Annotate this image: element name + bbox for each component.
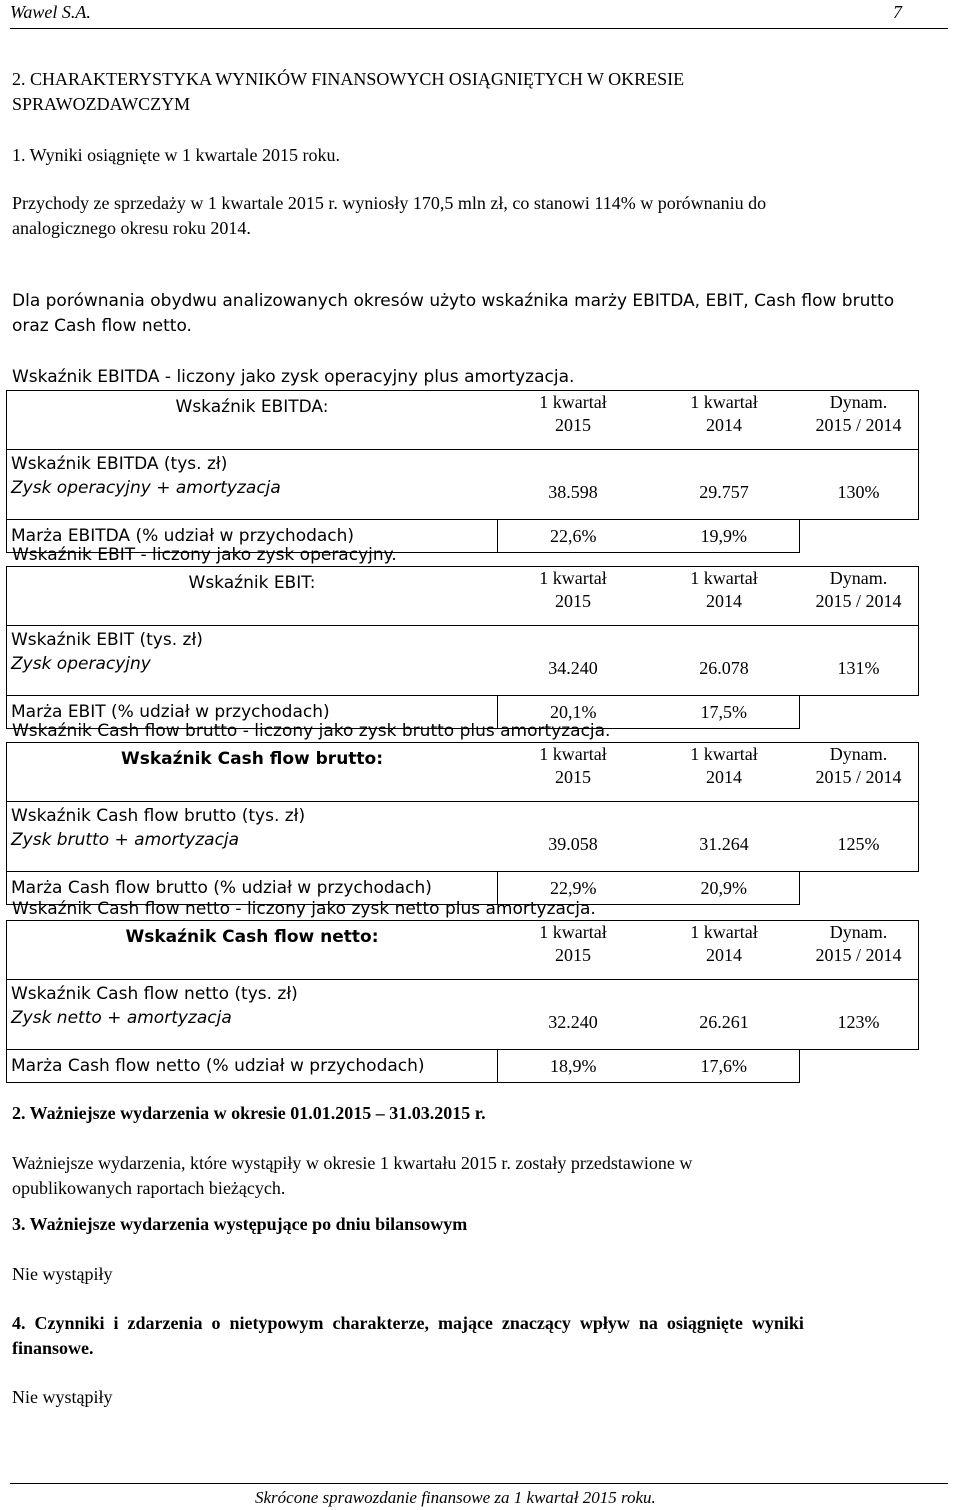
col-header-2014: 1 kwartał 2014 [649,567,799,626]
margin-2015: 18,9% [497,1050,649,1083]
footer-rule [10,1483,948,1484]
table-intro: Wskaźnik Cash flow brutto - liczony jako zysk brutto plus amortyzacja. [12,721,611,741]
value-2014: 31.264 [649,802,799,872]
value-2014: 26.078 [649,626,799,696]
ebitda-table [6,390,919,553]
footer-text: Skrócone sprawozdanie finansowe za 1 kwartał 2015 roku. [255,1488,656,1507]
section3-title: 3. Ważniejsze wydarzenia występujące po dniu bilansowym [12,1214,468,1234]
paragraph-line: Ważniejsze wydarzenia, które wystąpiły w okresie 1 kwartału 2015 r. zostały przedstawione w [12,1153,693,1173]
section-title-line2: SPRAWOZDAWCZYM [12,94,191,114]
cashflow-net-table [6,920,919,1083]
section4-text: Nie wystąpiły [12,1387,113,1407]
col-header-2014: 1 kwartał 2014 [649,743,799,802]
value-2015: 39.058 [497,802,649,872]
col-header-2015: 1 kwartał 2015 [497,567,649,626]
margin-label: Marża Cash flow netto (% udział w przychodach) [7,1050,498,1083]
margin-2015: 22,6% [497,520,649,553]
row-label: Wskaźnik Cash flow brutto (tys. zł) Zysk brutto + amortyzacja [7,802,498,872]
margin-2014: 17,6% [649,1050,799,1083]
paragraph-line: Przychody ze sprzedaży w 1 kwartale 2015 r. wyniosły 170,5 mln zł, co stanowi 114% w porównaniu do [12,193,767,213]
section4-title-line2: finansowe. [12,1338,94,1358]
section3-text: Nie wystąpiły [12,1264,113,1284]
events-title: 2. Ważniejsze wydarzenia w okresie 01.01.2015 – 31.03.2015 r. [12,1103,486,1123]
margin-2015: 22,9% [497,872,649,905]
row-label: Wskaźnik EBITDA (tys. zł) Zysk operacyjny + amortyzacja [7,450,498,520]
value-dynamics: 130% [799,450,919,520]
margin-2014: 17,5% [649,696,799,729]
paragraph-line: Dla porównania obydwu analizowanych okresów użyto wskaźnika marży EBITDA, EBIT, Cash flow brutto [12,291,895,311]
table-title: Wskaźnik EBITDA: [7,391,498,450]
col-header-dynamics: Dynam. 2015 / 2014 [799,921,919,980]
margin-2015: 20,1% [497,696,649,729]
value-dynamics: 131% [799,626,919,696]
col-header-2014: 1 kwartał 2014 [649,921,799,980]
section4-title-line1: 4. Czynniki i zdarzenia o nietypowym charakterze, mające znaczący wpływ na osiągnięte wyniki [12,1313,804,1333]
value-2015: 34.240 [497,626,649,696]
margin-label: Marża EBIT (% udział w przychodach) [7,696,498,729]
col-header-dynamics: Dynam. 2015 / 2014 [799,567,919,626]
paragraph-line: analogicznego okresu roku 2014. [12,218,251,238]
margin-label: Marża EBITDA (% udział w przychodach) [7,520,498,553]
header-rule [10,28,948,29]
col-header-dynamics: Dynam. 2015 / 2014 [799,743,919,802]
margin-2014: 19,9% [649,520,799,553]
subsection-title: 1. Wyniki osiągnięte w 1 kwartale 2015 roku. [12,145,341,165]
col-header-2015: 1 kwartał 2015 [497,391,649,450]
col-header-dynamics: Dynam. 2015 / 2014 [799,391,919,450]
col-header-2014: 1 kwartał 2014 [649,391,799,450]
value-2014: 26.261 [649,980,799,1050]
paragraph-line: opublikowanych raportach bieżących. [12,1178,286,1198]
value-2015: 38.598 [497,450,649,520]
value-2015: 32.240 [497,980,649,1050]
ebit-table [6,566,919,729]
table-title: Wskaźnik Cash flow brutto: [7,743,498,802]
cashflow-gross-table [6,742,919,905]
value-2014: 29.757 [649,450,799,520]
table-title: Wskaźnik EBIT: [7,567,498,626]
table-intro: Wskaźnik EBITDA - liczony jako zysk operacyjny plus amortyzacja. [12,367,575,387]
col-header-2015: 1 kwartał 2015 [497,743,649,802]
header-company: Wawel S.A. [10,2,91,22]
page-number: 7 [893,2,902,22]
section-title-line1: 2. CHARAKTERYSTYKA WYNIKÓW FINANSOWYCH OSIĄGNIĘTYCH W OKRESIE [12,69,685,89]
margin-2014: 20,9% [649,872,799,905]
row-label: Wskaźnik Cash flow netto (tys. zł) Zysk netto + amortyzacja [7,980,498,1050]
value-dynamics: 123% [799,980,919,1050]
value-dynamics: 125% [799,802,919,872]
margin-label: Marża Cash flow brutto (% udział w przychodach) [7,872,498,905]
row-label: Wskaźnik EBIT (tys. zł) Zysk operacyjny [7,626,498,696]
table-intro: Wskaźnik Cash flow netto - liczony jako zysk netto plus amortyzacja. [12,899,596,919]
table-intro: Wskaźnik EBIT - liczony jako zysk operacyjny. [12,545,397,565]
col-header-2015: 1 kwartał 2015 [497,921,649,980]
table-title: Wskaźnik Cash flow netto: [7,921,498,980]
paragraph-line: oraz Cash flow netto. [12,316,192,336]
